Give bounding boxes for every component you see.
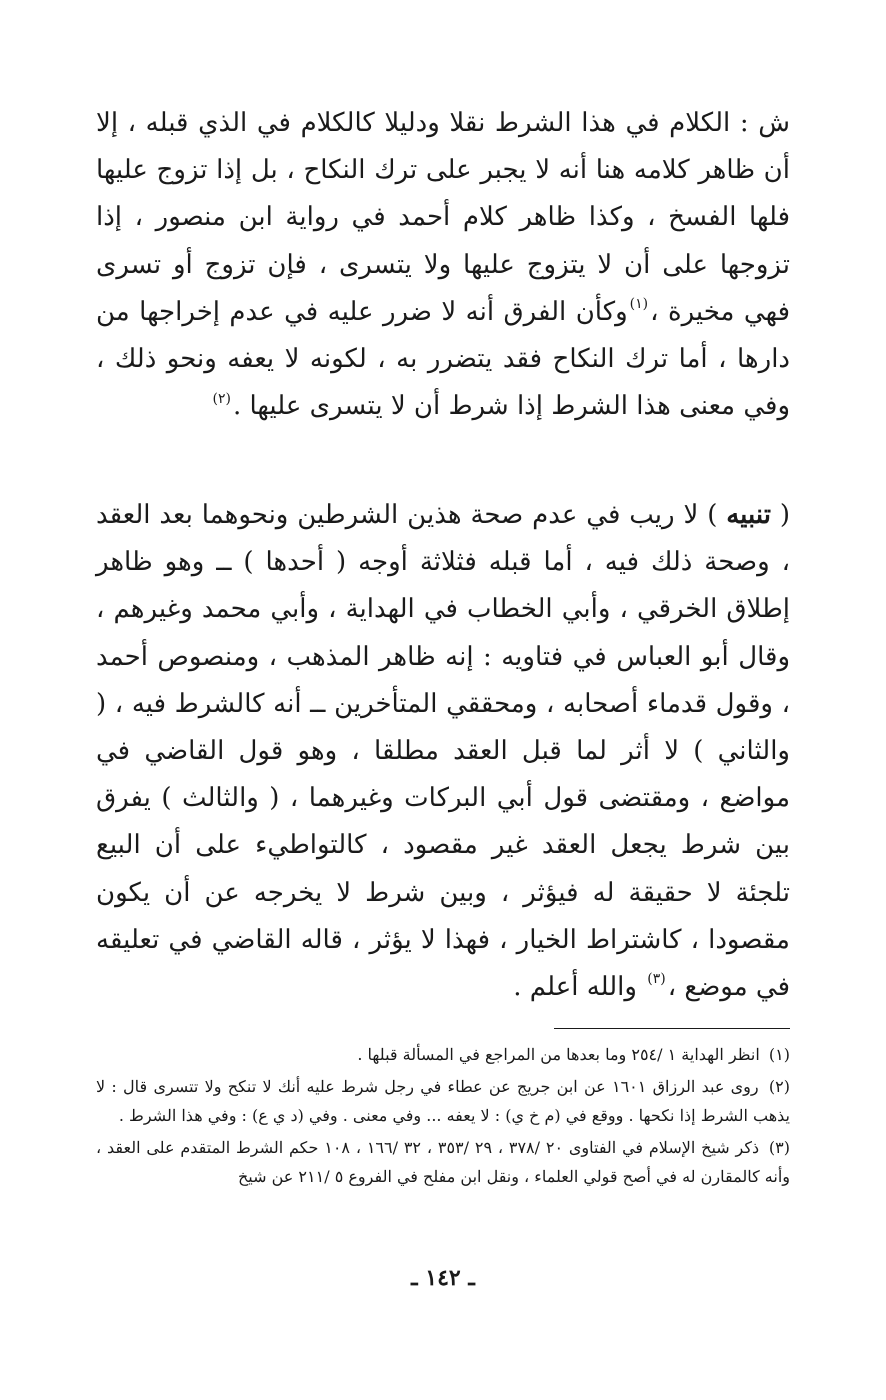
- footnote-2: [96, 1072, 790, 1131]
- tanbih-heading: تنبيه: [726, 500, 771, 530]
- footnote-text: ذكر شيخ الإسلام في الفتاوى ٢٠ /٣٧٨ ، ٢٩ /٣٥٣ ، ٣٢ /١٦٦ ، ١٠٨ حكم الشرط المتقدم على العقد ، وأنه كالمقارن له في أصح قولي العلماء ، ونقل ابن مفلح في الفروع ٥ /٢١١ عن شيخ: [96, 1137, 790, 1186]
- paragraph-2-text: ) لا ريب في عدم صحة هذين الشرطين ونحوهما بعد العقد ، وصحة ذلك فيه ، أما قبله فثلاثة أوجه ( أحدها ) ــ وهو ظاهر إطلاق الخرقي ، وأبي الخطاب في الهداية ، وأبي محمد وغيرهم ، وقال أبو العباس في فتاويه : إنه ظاهر المذهب ، ومنصوص أحمد ، وقول قدماء أصحابه ، ومحققي المتأخرين ــ أنه كالشرط فيه ، ( والثاني ) لا أثر لما قبل العقد مطلقا ، وهو قول القاضي في مواضع ، ومقتضى قول أبي البركات وغيرهما ، ( والثالث ) يفرق بين شرط يجعل العقد غير مقصود ، كالتواطيء على أن البيع تلجئة لا حقيقة له فيؤثر ، وبين شرط لا يخرجه عن أن يكون مقصودا ، كاشتراط الخيار ، فهذا لا يؤثر ، قاله القاضي في تعليقه في موضع ،: [96, 500, 790, 1003]
- footnote-number: (١): [768, 1045, 790, 1064]
- footnote-separator: [554, 1028, 790, 1029]
- footnote-text: انظر الهداية ١ /٢٥٤ وما بعدها من المراجع في المسألة قبلها .: [357, 1045, 760, 1064]
- body-paragraph-1: [96, 100, 790, 430]
- footnote-number: (٢): [768, 1076, 790, 1096]
- footnote-text: روى عبد الرزاق ١٦٠١ عن ابن جريج عن عطاء في رجل شرط عليه أنك لا تنكح ولا تتسرى قال : لا يذهب الشرط إذا نكحها . ووقع في (م خ ي) : لا يعفه ... وفي معنى . وفي (د ي ع) : وفي هذا الشرط .: [96, 1076, 790, 1125]
- footnote-1: [96, 1040, 790, 1070]
- paragraph-2-closing: والله أعلم .: [513, 972, 637, 1003]
- footnote-number: (٣): [768, 1137, 791, 1157]
- footnote-ref-1[interactable]: (١): [629, 296, 649, 313]
- page-number: ـ ١٤٢ ـ: [411, 1265, 475, 1291]
- footnotes: [96, 1040, 790, 1194]
- paragraph-1-text: ش : الكلام في هذا الشرط نقلا ودليلا كالكلام في الذي قبله ، إلا أن ظاهر كلامه هنا أنه لا يجبر على ترك النكاح ، بل إذا تزوج عليها فلها الفسخ ، وكذا ظاهر كلام أحمد في رواية ابن منصور ، إذا تزوجها على أن لا يتزوج عليها ولا يتسرى ، فإن تزوج أو تسرى فهي مخيرة ،: [96, 108, 790, 327]
- body-paragraph-2: [96, 492, 790, 1011]
- footnote-3: [96, 1133, 790, 1192]
- paragraph-1-continuation: وكأن الفرق أنه لا ضرر عليه في عدم إخراجها من دارها ، أما ترك النكاح فقد يتضرر به ، لكونه لا يعفه ونحو ذلك ، وفي معنى هذا الشرط إذا شرط أن لا يتسرى عليها .: [96, 296, 790, 422]
- footnote-ref-2[interactable]: (٢): [212, 390, 231, 407]
- footnote-ref-3[interactable]: (٣): [647, 971, 666, 988]
- paren-open: (: [779, 500, 790, 530]
